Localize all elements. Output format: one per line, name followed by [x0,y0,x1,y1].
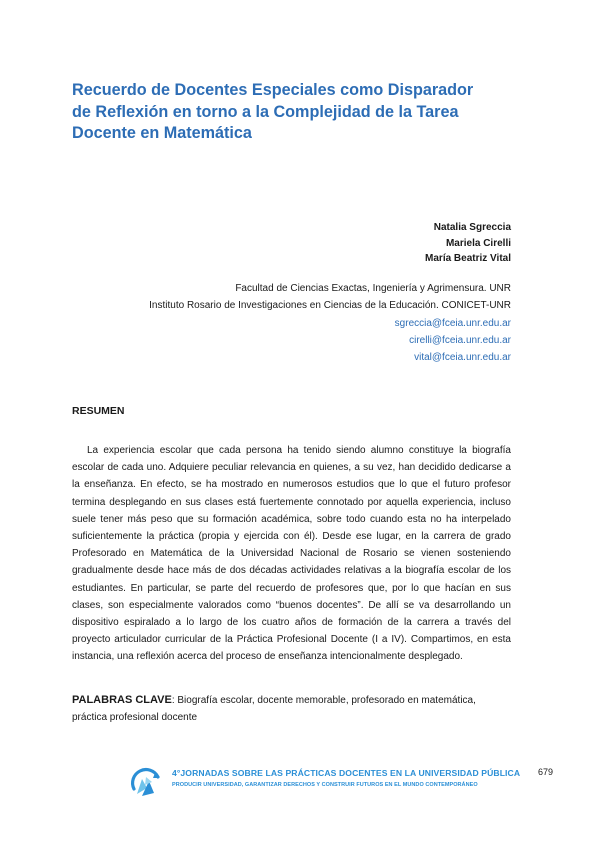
keywords-paragraph [72,692,511,726]
author-name: Mariela Cirelli [445,237,511,249]
keywords-label: PALABRAS CLAVE [72,694,172,706]
affiliation-block [149,280,511,366]
email-link[interactable]: vital@fceia.unr.edu.ar [414,352,511,364]
paper-title [72,80,527,145]
affiliation-line: Facultad de Ciencias Exactas, Ingeniería y Agrimensura. UNR [235,283,511,294]
email-link[interactable]: sgreccia@fceia.unr.edu.ar [394,317,511,329]
conference-footer [128,765,528,805]
author-list [425,220,511,267]
author-name: María Beatriz Vital [425,253,511,264]
page-number: 679 [538,767,554,777]
email-link[interactable]: cirelli@fceia.unr.edu.ar [409,334,511,346]
title-line: de Reflexión en torno a la Complejidad de la Tarea [72,102,459,121]
abstract-heading: RESUMEN [72,405,125,417]
title-line: Docente en Matemática [72,124,252,142]
affiliation-line: Instituto Rosario de Investigaciones en Ciencias de la Educación. CONICET-UNR [149,300,511,312]
title-line: Recuerdo de Docentes Especiales como Disparador [72,81,474,99]
author-name: Natalia Sgreccia [433,222,511,233]
conference-title: 4°JORNADAS SOBRE LAS PRÁCTICAS DOCENTES EN LA UNIVERSIDAD PÚBLICA [172,768,521,778]
conference-logo-icon [128,765,164,801]
abstract-paragraph: La experiencia escolar que cada persona ha tenido siendo alumno constituye la biografía escolar de cada uno. Adquiere peculiar relevancia en quienes, a su vez, han decidido dedicarse a la enseñanza. En efecto, se ha mostrado en numerosos estudios que lo que el futuro profesor termina desplegando en sus clases está fuertemente connotado por aquella experiencia, incluso suele tener más peso que su formación académica, sobre todo cuando esta no ha interpelado suficientemente la práctica (propia y ejercida con él). Desde ese lugar, en la carrera de grado Profesorado en Matemática de la Universidad Nacional de Rosario se vienen sosteniendo gradualmente desde hace más de dos décadas actividades relativas a la biografía escolar de los estudiantes. En particular, se parte del recuerdo de profesores que, por lo que hacían en sus clases, son especialmente valorados como “buenos docentes”. De allí se va desarrollando un dispositivo espiralado a lo largo de los cuatro años de formación de la carrera a través del proyecto articulador curricular de la Práctica Profesional Docente (I a IV). Compartimos, en esta instancia, una reflexión acerca del proceso de enseñanza intencionalmente desplegado. [72,445,511,663]
conference-subtitle: PRODUCIR UNIVERSIDAD, GARANTIZAR DERECHOS Y CONSTRUIR FUTUROS EN EL MUNDO CONTEMPORÁNEO [172,782,478,788]
keywords-text: : Biografía escolar, docente memorable, profesorado en matemática, práctica profesional docente [72,695,476,723]
